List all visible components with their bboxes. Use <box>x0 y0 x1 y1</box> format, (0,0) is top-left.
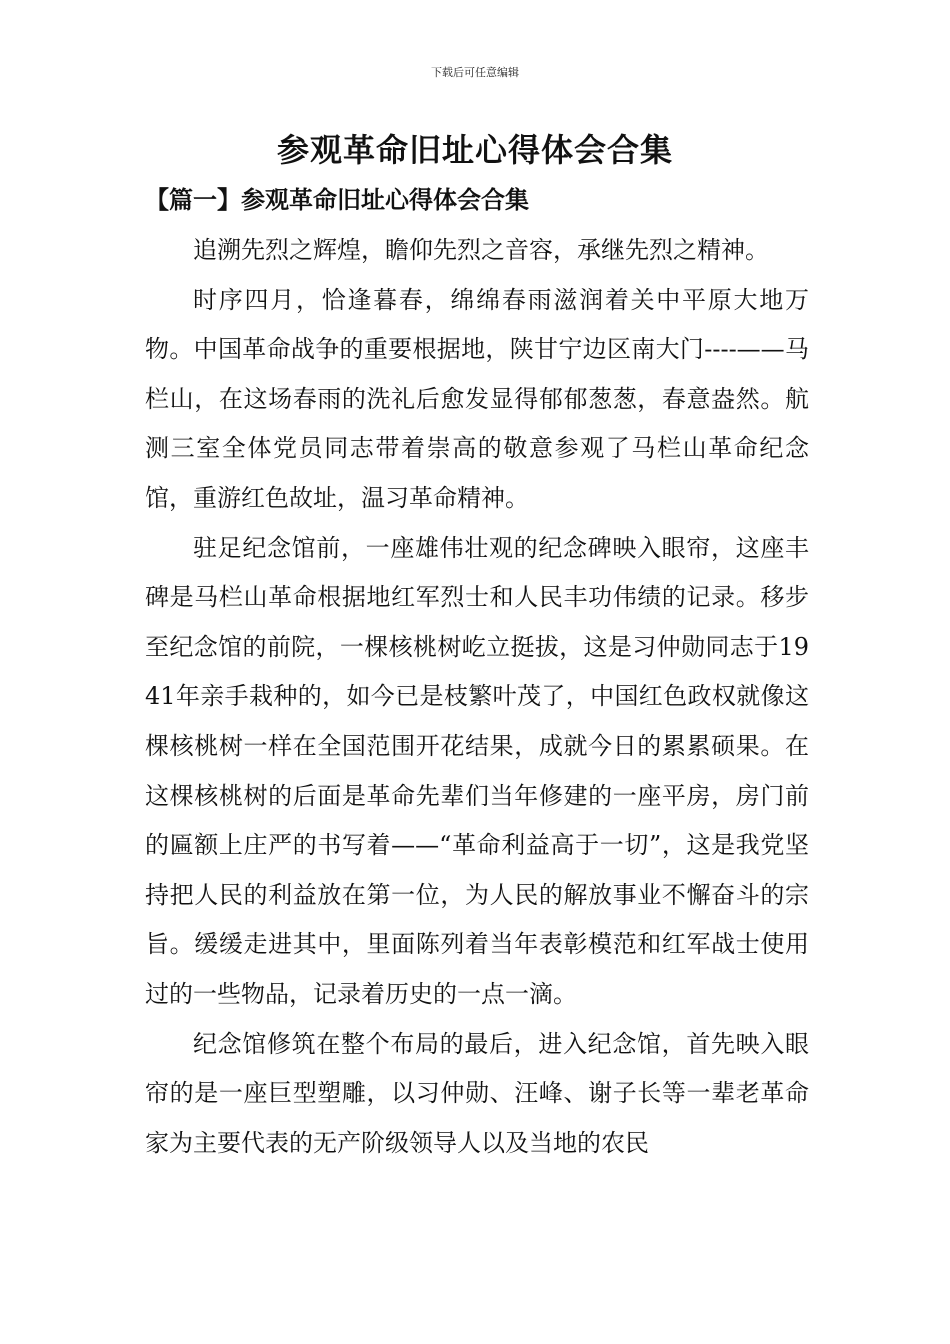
paragraph: 纪念馆修筑在整个布局的最后，进入纪念馆，首先映入眼帘的是一座巨型塑雕，以习仲勋、汪峰、谢子长等一辈老革命家为主要代表的无产阶级领导人以及当地的农民 <box>145 1029 809 1157</box>
document-body <box>145 226 809 1168</box>
paragraph: 时序四月，恰逢暮春，绵绵春雨滋润着关中平原大地万物。中国革命战争的重要根据地，陕甘宁边区南大门----——马栏山，在这场春雨的洗礼后愈发显得郁郁葱葱，春意盎然。航测三室全体党员同志带着崇高的敬意参观了马栏山革命纪念馆，重游红色故址，温习革命精神。 <box>145 285 809 512</box>
paragraph: 驻足纪念馆前，一座雄伟壮观的纪念碑映入眼帘，这座丰碑是马栏山革命根据地红军烈士和人民丰功伟绩的记录。移步至纪念馆的前院，一棵核桃树屹立挺拔，这是习仲勋同志于1941年亲手栽种的，如今已是枝繁叶茂了，中国红色政权就像这棵核桃树一样在全国范围开花结果，成就今日的累累硕果。在这棵核桃树的后面是革命先辈们当年修建的一座平房，房门前的匾额上庄严的书写着——“革命利益高于一切”，这是我党坚持把人民的利益放在第一位，为人民的解放事业不懈奋斗的宗旨。缓缓走进其中，里面陈列着当年表彰模范和红军战士使用过的一些物品，记录着历史的一点一滴。 <box>145 533 809 1008</box>
paragraph: 追溯先烈之辉煌，瞻仰先烈之音容，承继先烈之精神。 <box>193 236 769 264</box>
document-title: 参观革命旧址心得体会合集 <box>276 131 673 169</box>
header-note: 下载后可任意编辑 <box>431 66 519 79</box>
section-heading: 【篇一】参观革命旧址心得体会合集 <box>145 185 529 214</box>
